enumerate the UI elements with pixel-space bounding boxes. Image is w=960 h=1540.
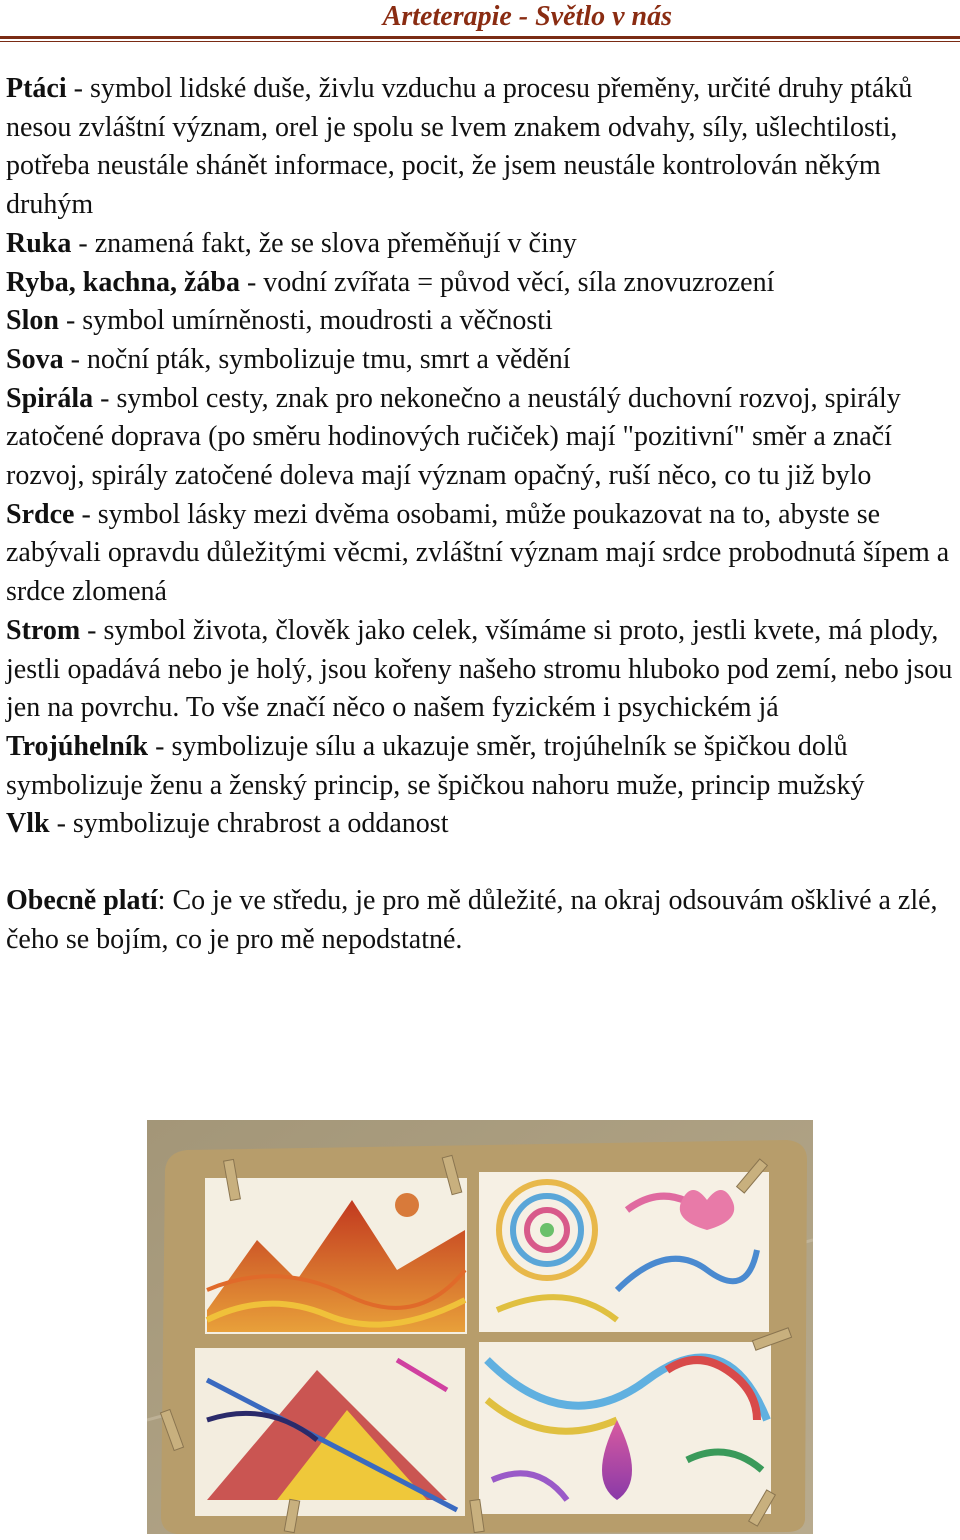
entry-text: - vodní zvířata = původ věcí, síla znovuzrození [239, 266, 775, 298]
entry-srdce [6, 496, 956, 612]
entry-text: - symbol života, člověk jako celek, všímáme si proto, jestli kvete, má plody, jestli opadává nebo je holý, jsou kořeny našeho stromu hluboko pod zemí, nebo jsou jen na povrchu. To vše značí něco o našem fyzickém i psychickém já [6, 614, 953, 724]
entry-term: Strom [6, 614, 81, 646]
entry-term: Trojúhelník [6, 730, 149, 762]
entry-ptaci [6, 70, 956, 225]
entry-trojuhelnik [6, 728, 956, 805]
entry-text: - symbolizuje chrabrost a oddanost [49, 808, 449, 840]
symbol-glossary [6, 70, 956, 959]
entry-ruka [6, 225, 956, 264]
entry-term: Sova [6, 343, 64, 375]
summary-term: Obecně platí [6, 885, 158, 917]
header-rule-thin [0, 41, 960, 42]
entry-text: - noční pták, symbolizuje tmu, smrt a vědění [63, 343, 571, 375]
summary-text: : Co je ve středu, je pro mě důležité, na okraj odsouvám ošklivé a zlé, čeho se bojím, co je pro mě nepodstatné. [6, 885, 938, 955]
entry-term: Srdce [6, 498, 75, 530]
summary-paragraph [6, 882, 956, 959]
entry-term: Ptáci [6, 73, 67, 104]
header-title: Arteterapie - Světlo v nás [382, 1, 672, 32]
entry-text: - symbol umírněnosti, moudrosti a věčnosti [58, 305, 553, 337]
artwork-photo-icon [147, 1120, 813, 1534]
entry-spirala [6, 380, 956, 496]
entry-term: Ruka [6, 227, 72, 259]
entry-vlk [6, 805, 956, 844]
entry-text: - symbolizuje sílu a ukazuje směr, trojúhelník se špičkou dolů symbolizuje ženu a ženský princip, se špičkou nahoru muže, princip mužský [6, 730, 865, 801]
entry-term: Slon [6, 305, 59, 337]
page-header [0, 0, 960, 40]
header-rule [0, 36, 960, 39]
entry-text: - symbol lidské duše, živlu vzduchu a procesu přeměny, určité druhy ptáků nesou zvláštní význam, orel je spolu se lvem znakem odvahy, síly, ušlechtilosti, potřeba neustále shánět informace, pocit, že jsem neustále kontrolován někým druhým [6, 73, 913, 221]
paragraph-spacer [6, 844, 956, 882]
entry-sova [6, 341, 956, 380]
entry-strom [6, 612, 956, 728]
entry-slon [6, 302, 956, 341]
entry-text: - symbol cesty, znak pro nekonečno a neustálý duchovní rozvoj, spirály zatočené doprava (po směru hodinových ručiček) mají "pozitivní" směr a značí rozvoj, spirály zatočené doleva mají význam opačný, ruší něco, co tu již bylo [6, 382, 901, 492]
entry-ryba [6, 264, 956, 303]
entry-term: Spirála [6, 382, 94, 414]
entry-term: Vlk [6, 808, 50, 840]
entry-term: Ryba, kachna, žába [6, 266, 240, 298]
entry-text: - znamená fakt, že se slova přeměňují v činy [71, 227, 577, 259]
entry-text: - symbol lásky mezi dvěma osobami, může poukazovat na to, abyste se zabývali opravdu důležitými věcmi, zvláštní význam mají srdce probodnutá šípem a srdce zlomená [6, 498, 950, 608]
